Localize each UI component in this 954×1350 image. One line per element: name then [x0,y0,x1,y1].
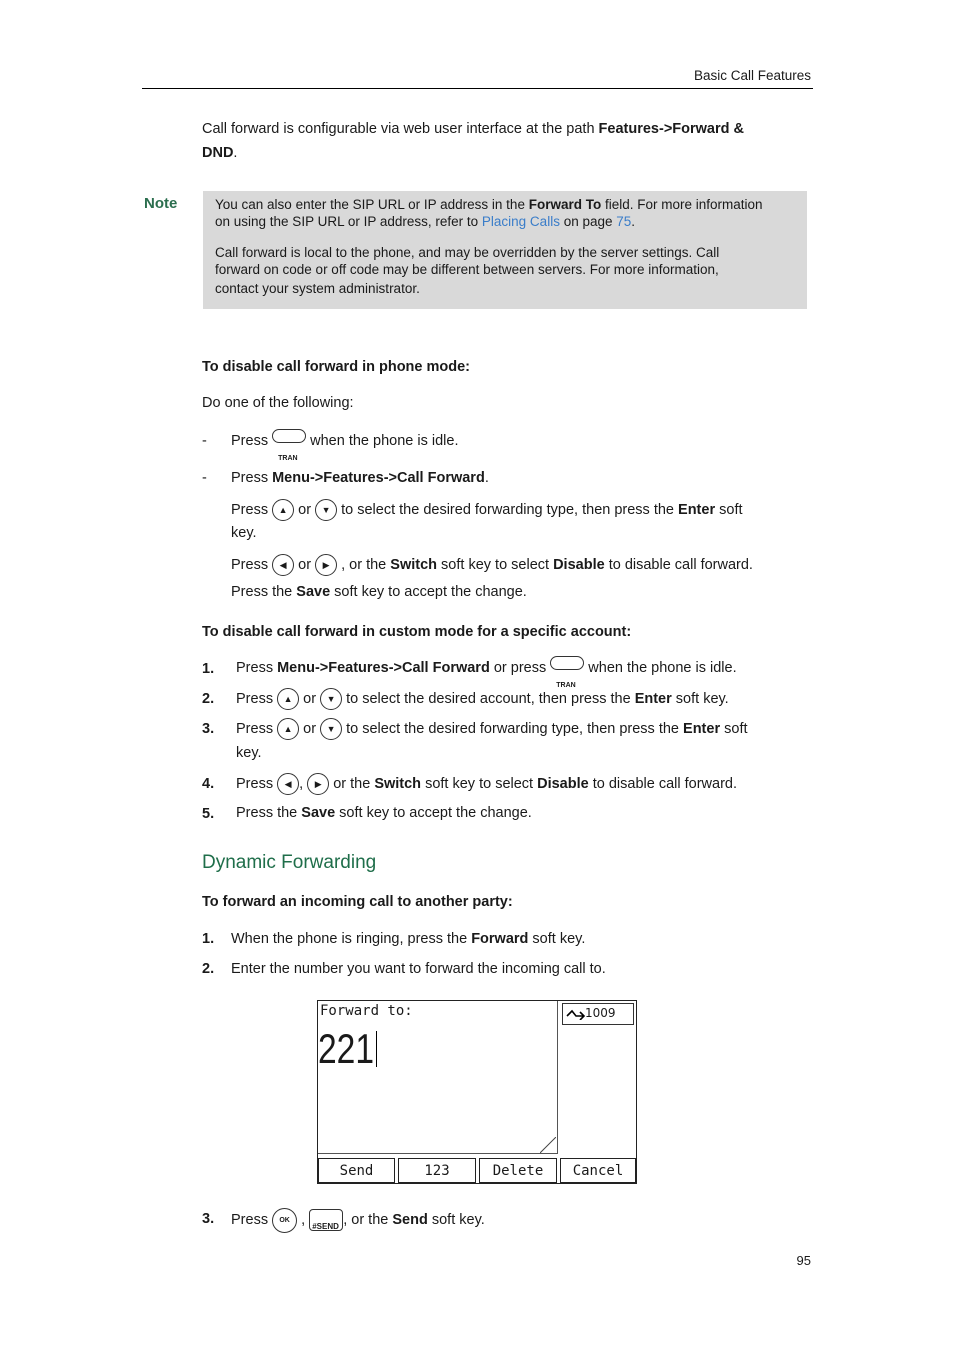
step-number: 3. [202,721,215,737]
phone-mode-heading: To disable call forward in phone mode: [202,359,471,375]
note-text: on page [559,214,617,229]
step-text: When the phone is ringing, press the [231,931,472,947]
step-text: or press [489,660,547,676]
screen-title: Forward to: [320,1003,413,1019]
comma: , [299,776,304,792]
enter-key-name: Enter [678,502,716,518]
step-text: Press [236,660,278,676]
step-text: soft key to accept the change. [330,584,527,600]
phone-step-select-type [231,496,743,524]
enter-key-name: Enter [634,691,672,707]
step-text: , or the [341,557,391,573]
step-text: or [303,721,317,737]
step-number: 4. [202,776,215,792]
dynamic-step-3 [231,1206,485,1234]
dynamic-step-2: Enter the number you want to forward the incoming call to. [231,961,606,977]
custom-step-1 [236,653,737,690]
step-text: or [298,502,312,518]
step-text: Press [236,691,274,707]
screen-number: 221 [318,1025,375,1072]
phone-option-2 [231,470,489,486]
ok-key-icon: OK [272,1208,297,1233]
save-key-name: Save [296,584,331,600]
custom-step-3-key-word: key. [236,745,262,761]
phone-option-1 [231,426,459,463]
send-key-name: Send [392,1212,428,1228]
note-p2-line1: Call forward is local to the phone, and may be overridden by the server settings. Call [215,245,720,260]
step-text: or the [333,776,375,792]
123-softkey[interactable]: 123 [398,1158,476,1183]
menu-path: Menu->Features->Call Forward [277,660,490,676]
phone-step-key-word: key. [231,525,257,541]
left-arrow-key-icon: ◀ [277,773,299,795]
send-softkey[interactable]: Send [318,1158,395,1183]
option-text: Press [231,470,273,486]
step-text: to disable call forward. [588,776,737,792]
phone-step-save [231,584,527,600]
dynamic-heading: To forward an incoming call to another party: [202,894,513,910]
dynamic-step-1 [231,931,585,947]
note-text: field. For more information [601,197,763,212]
step-text: or [303,691,317,707]
down-arrow-key-icon: ▼ [320,688,342,710]
switch-key-name: Switch [374,776,422,792]
step-text: to disable call forward. [604,557,753,573]
step-number: 1. [202,931,215,947]
switch-key-name: Switch [390,557,438,573]
running-header: Basic Call Features [693,68,811,83]
step-number: 3. [202,1211,215,1227]
enter-key-name: Enter [683,721,721,737]
step-text: Press [236,776,274,792]
corner-fold-icon [540,1137,556,1153]
cancel-softkey[interactable]: Cancel [560,1158,636,1183]
intro-text: Call forward is configurable via web user interface at the path [202,121,599,137]
step-text: soft key to select [437,557,554,573]
step-text: soft key. [427,1212,485,1228]
note-p1-line1 [215,197,763,212]
right-arrow-key-icon: ▶ [307,773,329,795]
account-label-box [562,1003,634,1025]
step-text: soft key. [671,691,729,707]
step-text: Press [231,502,269,518]
note-p1-line2 [215,214,635,229]
note-text: on using the SIP URL or IP address, refer to [215,214,482,229]
step-number: 2. [202,691,215,707]
custom-step-2 [236,685,729,713]
step-text: soft key to accept the change. [335,805,532,821]
send-key-icon: #SEND [309,1209,343,1231]
account-number: 1009 [585,1006,616,1020]
note-p2-line3: contact your system administrator. [215,281,420,296]
step-text: soft key. [528,931,586,947]
forward-key-name: Forward [471,931,529,947]
period: . [484,470,489,486]
step-text: Press the [236,805,302,821]
up-arrow-key-icon: ▲ [272,499,294,521]
disable-option-name: Disable [537,776,589,792]
phone-screen [317,1000,637,1184]
phone-mode-lead: Do one of the following: [202,395,354,411]
custom-step-3 [236,715,748,743]
dash-bullet: - [202,470,207,486]
forward-arrow-icon [566,1008,586,1020]
left-arrow-key-icon: ◀ [272,554,294,576]
step-text: Press the [231,584,297,600]
save-key-name: Save [301,805,336,821]
header-rule [142,88,813,89]
intro-path: Features->Forward & [598,121,744,137]
custom-mode-heading: To disable call forward in custom mode for a specific account: [202,624,632,640]
intro-line-2 [202,141,237,165]
custom-step-4 [236,770,737,798]
step-text: soft key to select [421,776,538,792]
down-arrow-key-icon: ▼ [320,718,342,740]
step-text: or [298,557,312,573]
custom-step-5 [236,805,532,821]
up-arrow-key-icon: ▲ [277,718,299,740]
step-text: Press [231,557,269,573]
screen-input-area [318,1001,558,1154]
comma: , [301,1212,306,1228]
step-number: 5. [202,806,215,822]
note-text: You can also enter the SIP URL or IP address in the [215,197,529,212]
text-cursor [376,1031,377,1067]
intro-path-end: DND [202,145,234,161]
step-text: to select the desired account, then press the [346,691,635,707]
up-arrow-key-icon: ▲ [277,688,299,710]
step-text: soft [715,502,743,518]
note-p2-line2: forward on code or off code may be different between servers. For more information, [215,262,719,277]
option-text: when the phone is idle. [310,433,459,449]
option-text: Press [231,433,269,449]
step-text: to select the desired forwarding type, then press the [346,721,684,737]
delete-softkey[interactable]: Delete [479,1158,557,1183]
disable-option-name: Disable [553,557,605,573]
intro-line-1 [202,117,744,141]
phone-step-disable [231,551,753,579]
right-arrow-key-icon: ▶ [315,554,337,576]
note-field-name: Forward To [528,197,602,212]
intro-period: . [233,145,238,161]
section-title: Dynamic Forwarding [202,852,377,873]
step-text: when the phone is idle. [588,660,737,676]
menu-path: Menu->Features->Call Forward [272,470,485,486]
tran-key-icon: TRAN [550,656,584,680]
step-number: 1. [202,661,215,677]
step-number: 2. [202,961,215,977]
dash-bullet: - [202,433,207,449]
tran-key-icon: TRAN [272,429,306,453]
step-text: , or the [343,1212,393,1228]
page-number: 95 [796,1253,811,1268]
step-text: Press [236,721,274,737]
down-arrow-key-icon: ▼ [315,499,337,521]
page-75-link[interactable]: 75 [616,214,632,229]
step-text: soft [720,721,748,737]
placing-calls-link[interactable]: Placing Calls [481,214,560,229]
note-label: Note [144,195,178,212]
step-text: to select the desired forwarding type, then press the [341,502,679,518]
note-box [203,191,807,309]
note-text: . [631,214,636,229]
step-text: Press [231,1212,269,1228]
